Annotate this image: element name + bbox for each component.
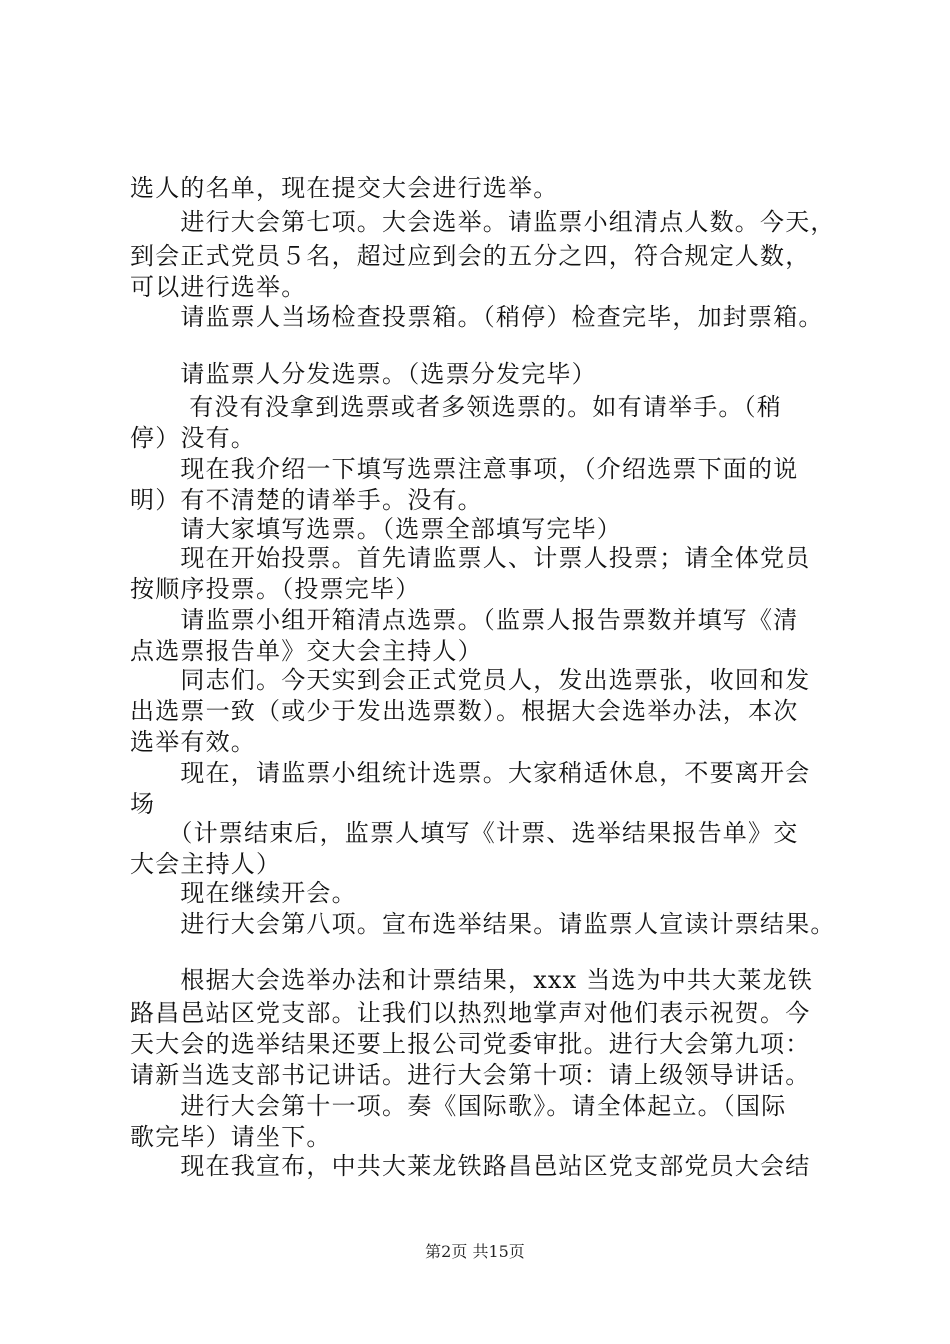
- body-text-line: 大会主持人）: [130, 850, 282, 878]
- body-text-line: 进行大会第七项。大会选举。请监票小组清点人数。今天，: [130, 208, 836, 236]
- body-text-line: （计票结束后，监票人填写《计票、选举结果报告单》交: [130, 819, 799, 847]
- body-text-line: 天大会的选举结果还要上报公司党委审批。进行大会第九项：: [130, 1030, 811, 1058]
- body-text-line: 请大家填写选票。（选票全部填写完毕）: [130, 515, 622, 543]
- body-text-line: 现在我宣布，中共大莱龙铁路昌邑站区党支部党员大会结: [130, 1152, 811, 1180]
- body-text-line: 有没有没拿到选票或者多领选票的。如有请举手。（稍: [130, 393, 783, 421]
- body-text-line: 出选票一致（或少于发出选票数）。根据大会选举办法，本次: [130, 697, 799, 725]
- body-text-line: 进行大会第八项。宣布选举结果。请监票人宣读计票结果。: [130, 910, 836, 938]
- body-text-line: 点选票报告单》交大会主持人）: [130, 637, 483, 665]
- body-text-line: 按顺序投票。（投票完毕）: [130, 575, 421, 603]
- body-text-line: 同志们。今天实到会正式党员人，发出选票张，收回和发: [130, 666, 811, 694]
- body-text-line: 停）没有。: [130, 424, 256, 452]
- body-text-line: 现在继续开会。: [130, 879, 357, 907]
- body-text-line: 请监票小组开箱清点选票。（监票人报告票数并填写《清: [130, 606, 799, 634]
- body-text-line: 根据大会选举办法和计票结果，xxx 当选为中共大莱龙铁: [130, 966, 814, 994]
- body-text-line: 现在，请监票小组统计选票。大家稍适休息，不要离开会: [130, 759, 811, 787]
- body-text-line: 场: [130, 790, 156, 818]
- body-text-line: 路昌邑站区党支部。让我们以热烈地掌声对他们表示祝贺。今: [130, 999, 811, 1027]
- body-text-line: 选人的名单，现在提交大会进行选举。: [130, 174, 559, 202]
- body-text-line: 请新当选支部书记讲话。进行大会第十项：请上级领导讲话。: [130, 1061, 811, 1089]
- body-text-line: 现在我介绍一下填写选票注意事项，（介绍选票下面的说: [130, 455, 799, 483]
- body-text-line: 请监票人分发选票。（选票分发完毕）: [130, 360, 597, 388]
- body-text-line: 可以进行选举。: [130, 273, 307, 301]
- body-text-line: 现在开始投票。首先请监票人、计票人投票；请全体党员: [130, 544, 811, 572]
- body-text-line: 请监票人当场检查投票箱。（稍停）检查完毕，加封票箱。: [130, 303, 824, 331]
- body-text-line: 选举有效。: [130, 728, 256, 756]
- body-text-line: 到会正式党员５名，超过应到会的五分之四，符合规定人数，: [130, 242, 811, 270]
- body-text-line: 明）有不清楚的请举手。没有。: [130, 486, 483, 514]
- body-text-line: 进行大会第十一项。奏《国际歌》。请全体起立。（国际: [130, 1092, 787, 1120]
- page-number-footer: 第2页 共15页: [425, 1242, 525, 1261]
- body-text-line: 歌完毕）请坐下。: [130, 1123, 332, 1151]
